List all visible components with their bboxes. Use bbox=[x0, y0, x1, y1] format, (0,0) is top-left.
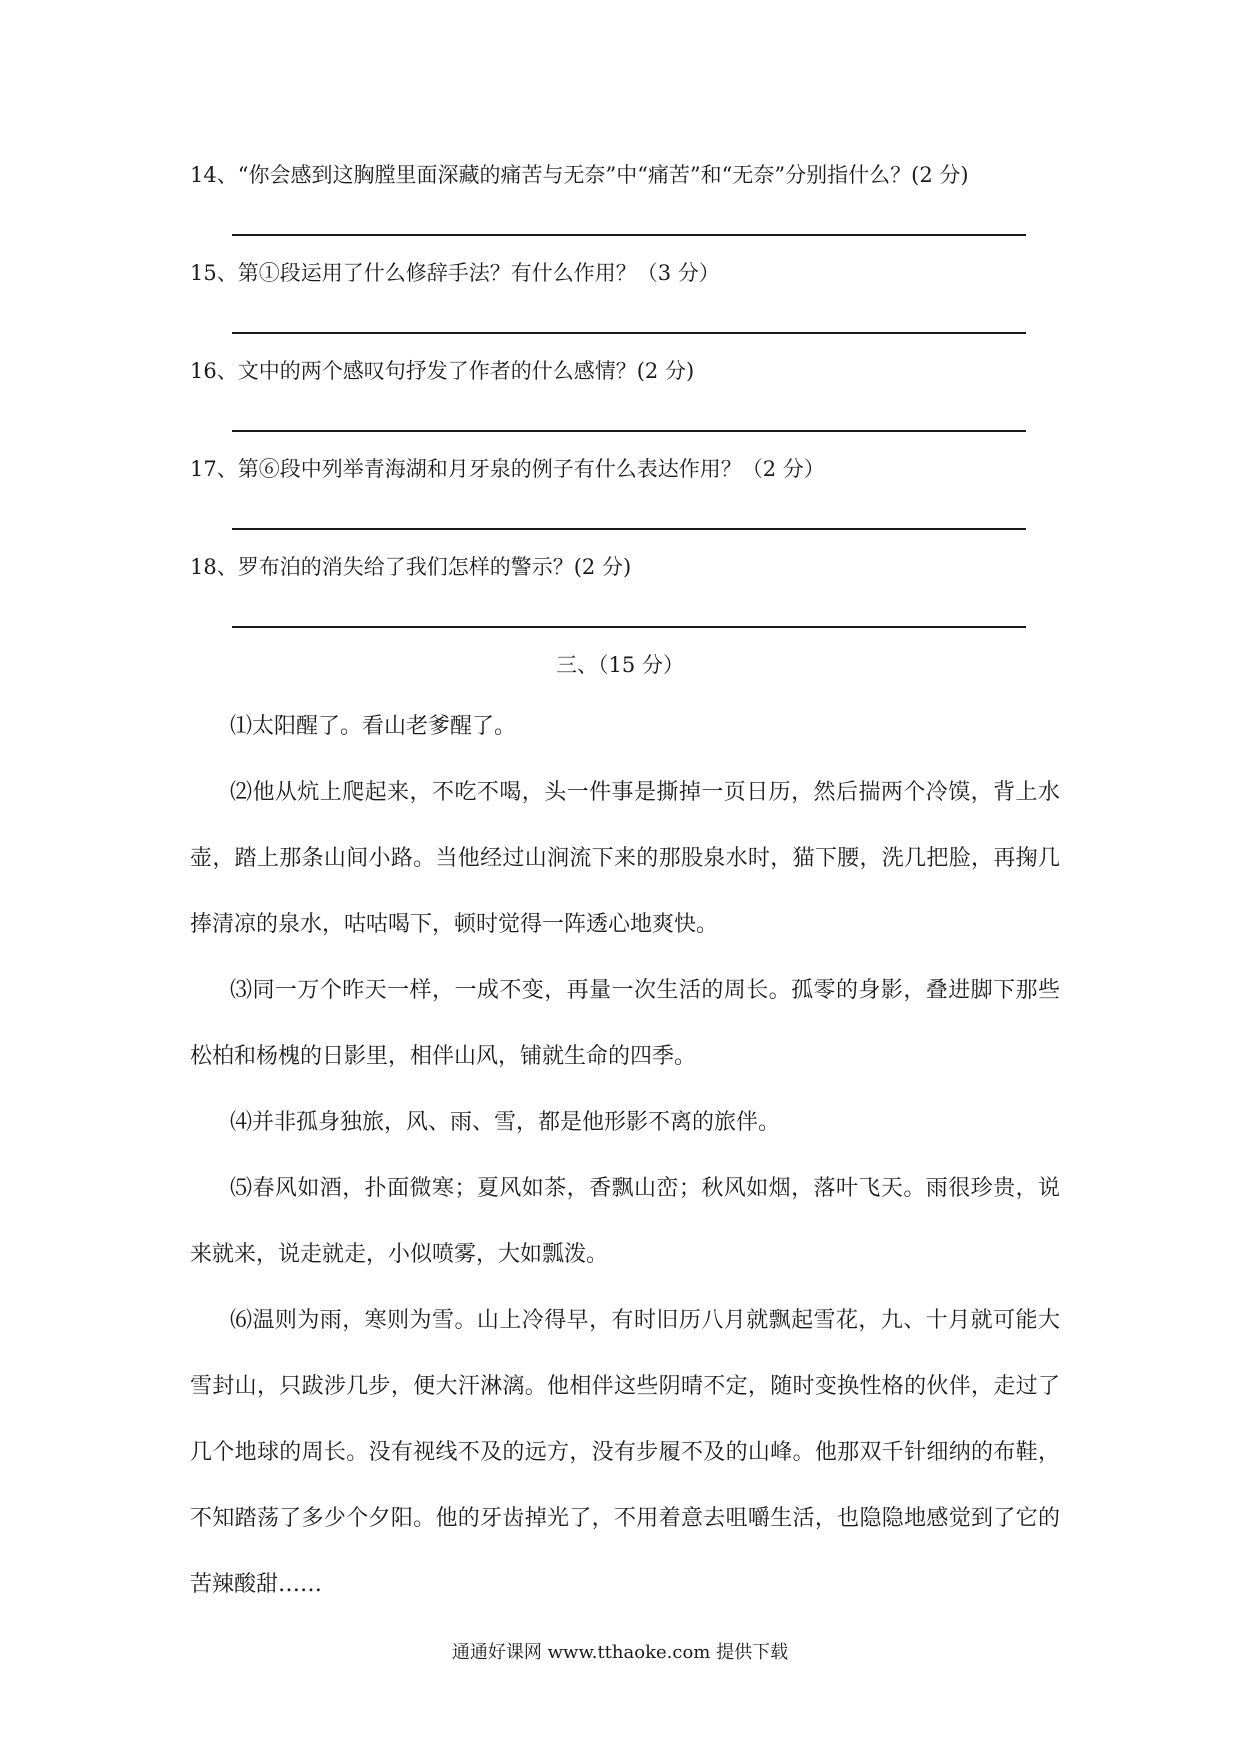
question-17: 17、第⑥段中列举青海湖和月牙泉的例子有什么表达作用？（2 分） bbox=[190, 457, 825, 481]
passage-paragraph-3: ⑶同一万个昨天一样，一成不变，再量一次生活的周长。孤零的身影，叠进脚下那些松柏和杨槐的日影里，相伴山风，铺就生命的四季。 bbox=[190, 978, 1060, 1069]
question-14: 14、“你会感到这胸膛里面深藏的痛苦与无奈”中“痛苦”和“无奈”分别指什么？(2 分) bbox=[190, 163, 969, 187]
section-heading: 三、（15 分） bbox=[556, 653, 684, 677]
answer-line-18[interactable] bbox=[232, 626, 1026, 628]
question-15: 15、第①段运用了什么修辞手法？有什么作用？（3 分） bbox=[190, 261, 720, 285]
answer-line-16[interactable] bbox=[232, 430, 1026, 432]
answer-line-17[interactable] bbox=[232, 528, 1026, 530]
passage-paragraph-5: ⑸春风如酒，扑面微寒；夏风如茶，香飘山峦；秋风如烟，落叶飞天。雨很珍贵，说来就来，说走就走，小似喷雾，大如瓢泼。 bbox=[190, 1176, 1060, 1267]
passage-paragraph-1: ⑴太阳醒了。看山老爹醒了。 bbox=[230, 714, 517, 739]
footer-download-note: 通通好课网 www.tthaoke.com 提供下载 bbox=[451, 1642, 789, 1663]
question-16: 16、文中的两个感叹句抒发了作者的什么感情？(2 分) bbox=[190, 359, 695, 383]
passage-paragraph-6: ⑹温则为雨，寒则为雪。山上冷得早，有时旧历八月就飘起雪花，九、十月就可能大雪封山，只跋涉几步，便大汗淋漓。他相伴这些阴晴不定，随时变换性格的伙伴，走过了几个地球的周长。没有视线不及的远方，没有步履不及的山峰。他那双千针细纳的布鞋，不知踏荡了多少个夕阳。他的牙齿掉光了，不用着意去咀嚼生活，也隐隐地感觉到了它的苦辣酸甜…… bbox=[190, 1308, 1060, 1597]
answer-line-14[interactable] bbox=[232, 234, 1026, 236]
passage-paragraph-2: ⑵他从炕上爬起来，不吃不喝，头一件事是撕掉一页日历，然后揣两个冷馍，背上水壶，踏上那条山间小路。当他经过山涧流下来的那股泉水时，猫下腰，洗几把脸，再掬几捧清凉的泉水，咕咕喝下，顿时觉得一阵透心地爽快。 bbox=[190, 780, 1060, 937]
passage-paragraph-4: ⑷并非孤身独旅，风、雨、雪，都是他形影不离的旅伴。 bbox=[230, 1110, 781, 1135]
answer-line-15[interactable] bbox=[232, 332, 1026, 334]
question-18: 18、罗布泊的消失给了我们怎样的警示？(2 分) bbox=[190, 555, 632, 579]
